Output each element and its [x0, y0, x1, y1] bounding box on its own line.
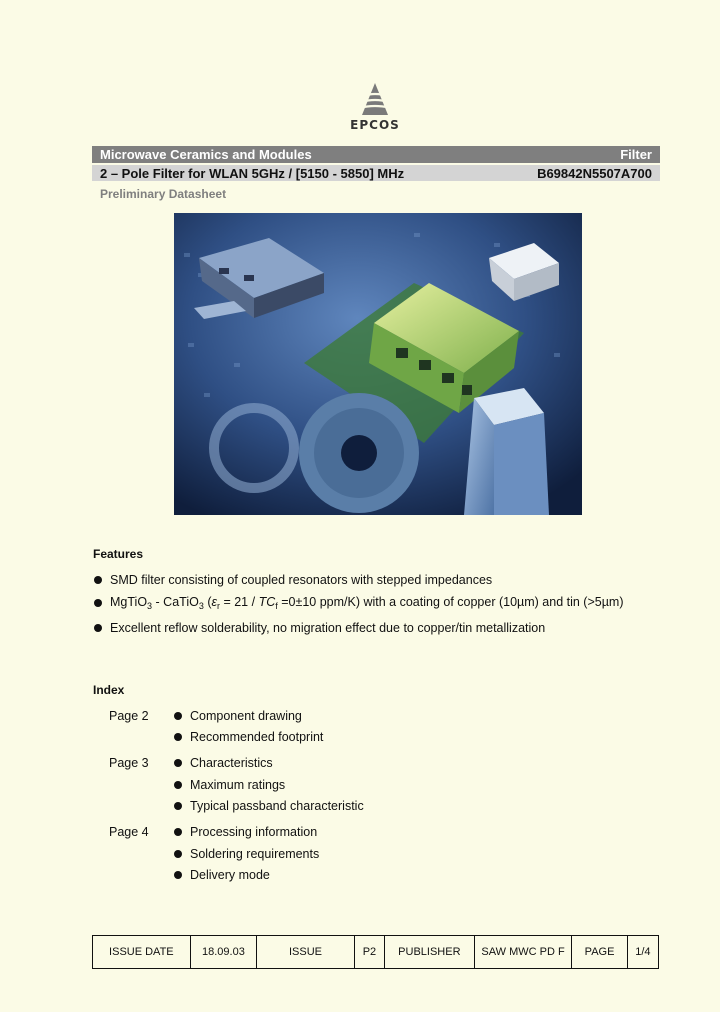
bullet-icon [174, 871, 182, 879]
header-category-bar [92, 146, 660, 163]
issue-value: P2 [354, 936, 384, 969]
issue-date: 18.09.03 [190, 936, 256, 969]
product-title: 2 – Pole Filter for WLAN 5GHz / [5150 - 5850] MHz [100, 165, 405, 181]
index-page-4: Page 4 [109, 825, 149, 839]
page-value: 1/4 [627, 936, 658, 969]
bullet-icon [174, 850, 182, 858]
issue-date-label: ISSUE DATE [93, 936, 191, 969]
bullet-icon [174, 781, 182, 789]
index-item: Component drawing [174, 709, 302, 723]
publisher-label: PUBLISHER [385, 936, 475, 969]
index-item: Characteristics [174, 756, 273, 770]
document-subtitle: Preliminary Datasheet [100, 187, 227, 201]
bullet-icon [94, 576, 102, 584]
header-product-bar [92, 165, 660, 181]
feature-text: MgTiO$_3$ - CaTiO$_3$ ($\varepsilon_r = 21 / TC_f =0\pm 10$ ppm/K) with a coating of copper (10µm) and tin (>5µm) [110, 595, 624, 611]
bullet-icon [174, 802, 182, 810]
features-title: Features [93, 547, 144, 561]
index-item: Recommended footprint [174, 730, 323, 744]
issue-label: ISSUE [257, 936, 355, 969]
page-label: PAGE [572, 936, 627, 969]
index-page-3: Page 3 [109, 756, 149, 770]
index-item: Maximum ratings [174, 778, 285, 792]
bullet-icon [174, 733, 182, 741]
product-photo [174, 213, 582, 515]
bullet-icon [174, 759, 182, 767]
feature-item-reflow [94, 621, 545, 635]
bullet-icon [174, 712, 182, 720]
index-item: Processing information [174, 825, 317, 839]
feature-item-material [94, 595, 623, 611]
index-item: Typical passband characteristic [174, 799, 364, 813]
bullet-icon [94, 624, 102, 632]
category-title: Microwave Ceramics and Modules [100, 147, 312, 162]
epcos-logo [340, 82, 410, 134]
index-item: Soldering requirements [174, 847, 319, 861]
index-page-2: Page 2 [109, 709, 149, 723]
logo-text: EPCOS [350, 118, 400, 132]
product-type: Filter [620, 147, 652, 162]
index-item: Delivery mode [174, 868, 270, 882]
index-title: Index [93, 683, 125, 697]
feature-text: Excellent reflow solderability, no migration effect due to copper/tin metallization [110, 621, 546, 635]
feature-text: SMD filter consisting of coupled resonators with stepped impedances [110, 573, 493, 587]
bullet-icon [94, 599, 102, 607]
issue-footer-table [92, 935, 659, 969]
feature-item-smd [94, 573, 492, 587]
epcos-logo-icon [358, 82, 392, 116]
part-number: B69842N5507A700 [537, 165, 652, 181]
bullet-icon [174, 828, 182, 836]
publisher-value: SAW MWC PD F [474, 936, 572, 969]
